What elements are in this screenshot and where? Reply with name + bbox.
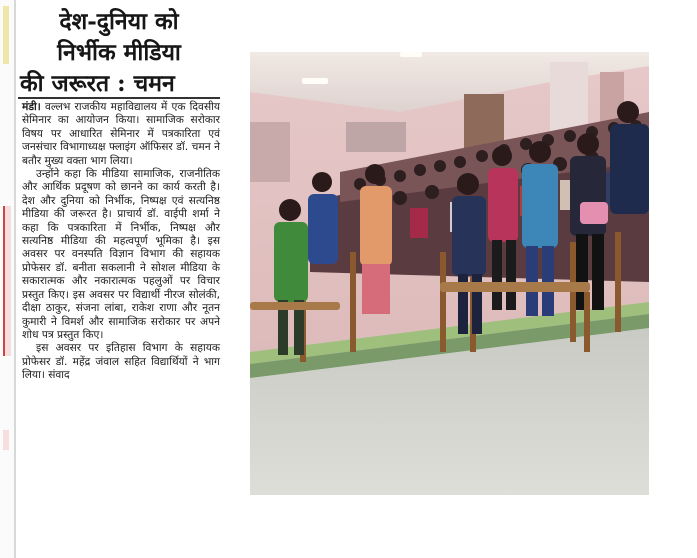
article-paragraph: उन्होंने कहा कि मीडिया सामाजिक, राजनीतिक और आर्थिक प्रदूषण को छानने का कार्य करती है। देश और दुनिया को निर्भीक, निष्पक्ष एवं सत्यनिष्ठ मीडिया की जरूरत है। प्राचार्य डॉ. वाईपी शर्मा ने कहा कि पत्रकारिता में निर्भीक, निष्पक्ष और सत्यनिष्ठ मीडिया की महत्वपूर्ण भूमिका है। इस अवसर पर वनस्पति विज्ञान विभाग की सहायक प्रोफेसर डॉ. बनीता सकलानी ने सोशल मीडिया के सकारात्मक और नकारात्मक पहलुओं पर विचार प्रस्तुत किए। इस अवसर पर विद्यार्थी नीरज सोलंकी, दीक्षा ठाकुर, संजना लांबा, राकेश राणा और नूतन कुमारी ने विमर्श और सामाजिक सरोकार पर अपने शोध पत्र प्रस्तुत किए। (22, 168, 220, 341)
headline-line: देश-दुनिया को (59, 8, 179, 35)
margin-highlight (3, 6, 9, 64)
article-body (22, 101, 220, 383)
paragraph-text: इस अवसर पर इतिहास विभाग के सहायक प्रोफेसर डॉ. महेंद्र जंवाल सहित विद्यार्थियों ने भाग लिया। (22, 342, 220, 382)
byline-source: संवाद (48, 369, 70, 382)
article-paragraph (22, 342, 220, 382)
article-headline (20, 6, 218, 99)
page-margin-strip (0, 0, 16, 558)
seminar-hall-photo (250, 52, 649, 495)
margin-highlight (3, 206, 11, 356)
paragraph-text: वल्लभ राजकीय महाविद्यालय में एक दिवसीय सेमिनार का आयोजन किया। सामाजिक सरोकार विषय पर आधारित सेमिनार में पत्रकारिता एवं जनसंचार विभागाध्यक्ष फ्लाइंग ऑफिसर डॉ. चमन ने बतौर मुख्य वक्ता भाग लिया। (22, 101, 220, 167)
headline-line: निर्भीक मीडिया (57, 39, 181, 66)
event-photo (250, 52, 649, 495)
article-paragraph (22, 101, 220, 168)
headline-line: की जरूरत : चमन (20, 70, 175, 97)
dateline: मंडी। (22, 101, 41, 113)
margin-highlight (3, 430, 9, 450)
headline-divider (18, 97, 220, 99)
